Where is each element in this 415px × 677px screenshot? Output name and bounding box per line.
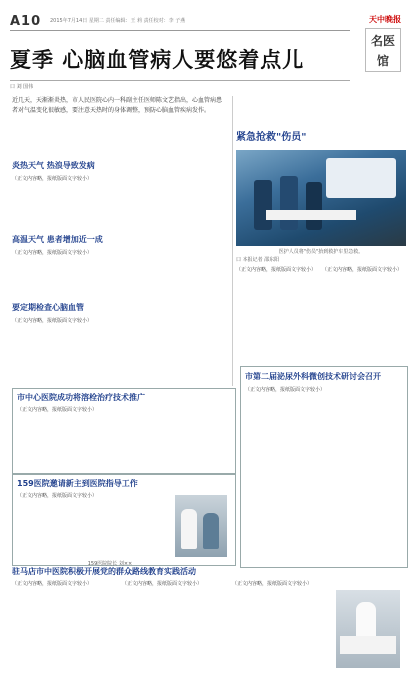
bottom-body-col1: （正文内容略，报纸版面文字较小） <box>12 581 93 587</box>
page-headline: 夏季 心脑血管病人要悠着点儿 <box>10 48 305 72</box>
ambulance-shape <box>326 158 396 198</box>
article-lede: 近几天，天渐渐炎热，市人民医院心内一科副主任医师陈文艺指出，心血管病患者对气温变化很敏感，要注意天热时的身体调整，预防心脑血管疾病发作。 <box>12 97 223 114</box>
box-body: （正文内容略，报纸版面文字较小） <box>17 493 98 499</box>
neuro-news-box <box>12 388 236 474</box>
section-hot-weather <box>12 160 227 231</box>
staff-figure <box>356 602 376 638</box>
section-rescue <box>236 128 406 143</box>
article-author: 口 刘 国伟 <box>10 84 34 90</box>
section-body: （正文内容略，报纸版面文字较小） <box>12 250 93 256</box>
section-heading: 高温天气 患者增加近一成 <box>12 235 103 244</box>
page-number: A10 <box>10 14 42 29</box>
rescuer-figure <box>254 180 272 230</box>
stretcher-shape <box>266 210 356 220</box>
doctors-photo <box>175 495 227 557</box>
section-tag-line2: 馆 <box>376 54 389 68</box>
box-heading: 市第二届泌尿外科微创技术研讨会召开 <box>245 372 381 381</box>
section-heading: 炎热天气 热浪导致发病 <box>12 161 95 170</box>
bottom-body-col3: （正文内容略，报纸版面文字较小） <box>232 581 313 587</box>
ward-photo <box>336 590 400 668</box>
bottom-body-col2: （正文内容略，报纸版面文字较小） <box>122 581 203 587</box>
rescuer-figure <box>280 176 298 230</box>
box-body: （正文内容略，报纸版面文字较小） <box>17 407 98 413</box>
rescue-photo <box>236 150 406 246</box>
section-heading: 要定期检查心脑血管 <box>12 303 84 312</box>
box-heading: 市中心医院成功将溶栓治疗技术推广 <box>17 393 145 402</box>
rescue-body-right: （正文内容略，报纸版面文字较小） <box>322 267 403 273</box>
column-divider <box>232 96 233 386</box>
section-tag-line1: 名医 <box>370 34 395 48</box>
conference-news-box <box>240 366 408 568</box>
doctor-figure <box>181 509 197 549</box>
section-body: （正文内容略，报纸版面文字较小） <box>12 176 93 182</box>
issue-meta: 2015年7月14日 星期二 责任编辑：王 莉 责任校对：李 子燕 <box>50 18 186 24</box>
doctor-figure <box>203 513 219 549</box>
section-body: （正文内容略，报纸版面文字较小） <box>12 318 93 324</box>
bed-shape <box>340 636 396 654</box>
section-tag <box>365 28 401 72</box>
rescue-photo-caption: 医护人员将"伤员"抬到救护车里急救。 <box>278 249 364 255</box>
section-prevention <box>12 302 227 397</box>
headline-rule <box>10 80 350 81</box>
box-heading: 159医院邀请新主到医院指导工作 <box>17 479 138 488</box>
header-rule <box>10 30 350 31</box>
paper-logo: 天中晚报 <box>369 15 401 24</box>
box-body: （正文内容略，报纸版面文字较小） <box>245 387 326 393</box>
rescuer-figure <box>306 182 322 230</box>
rescue-author: 口 本报记者 邵东阳 <box>236 257 280 263</box>
section-heading: 紧急抢救"伤员" <box>236 132 307 143</box>
rescue-body-left: （正文内容略，报纸版面文字较小） <box>236 267 316 273</box>
doctors-photo-caption: 159医院院长 刘×× <box>87 561 133 567</box>
bottom-headline: 驻马店市中医院积极开展党的群众路线教育实践活动 <box>12 567 196 576</box>
section-high-temp <box>12 234 227 301</box>
